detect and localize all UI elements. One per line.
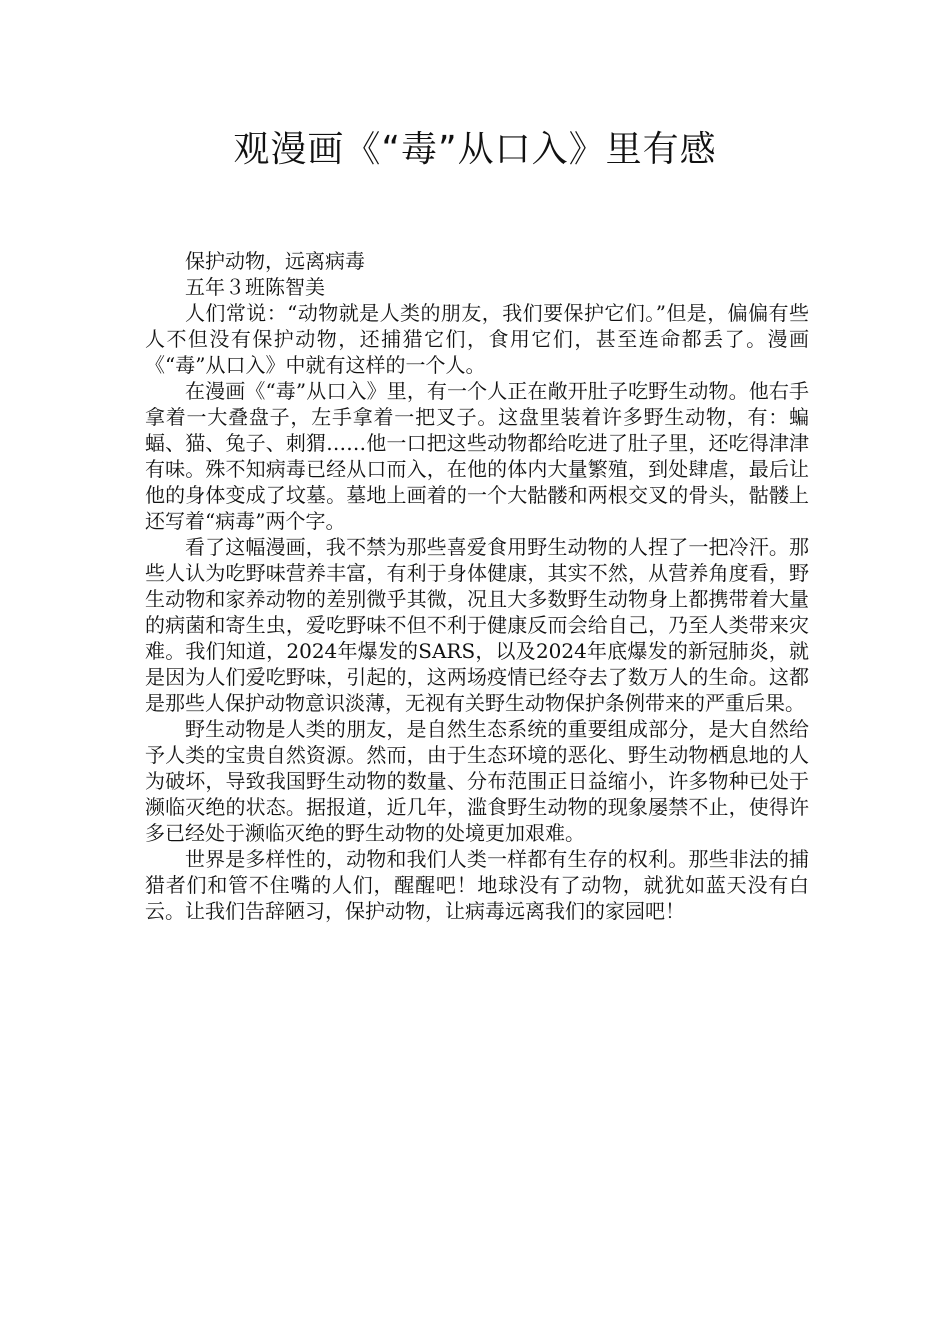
paragraph-1: 人们常说：“动物就是人类的朋友，我们要保护它们。”但是，偏偏有些人不但没有保护动物，还捕猎它们，食用它们，甚至连命都丢了。漫画《“毒”从口入》中就有这样的一个人。 [145,301,809,377]
essay-author: 五年３班陈智美 [185,275,325,299]
paragraph-3: 看了这幅漫画，我不禁为那些喜爱食用野生动物的人捏了一把冷汗。那些人认为吃野味营养丰富，有利于身体健康，其实不然，从营养角度看，野生动物和家养动物的差别微乎其微，况且大多数野生动物身上都携带着大量的病菌和寄生虫，爱吃野味不但不利于健康反而会给自己，乃至人类带来灾难。我们知道，2024年爆发的SARS，以及2024年底爆发的新冠肺炎，就是因为人们爱吃野味，引起的，这两场疫情已经夺去了数万人的生命。这都是那些人保护动物意识淡薄，无视有关野生动物保护条例带来的严重后果。 [145,535,809,715]
paragraph-2: 在漫画《“毒”从口入》里，有一个人正在敞开肚子吃野生动物。他右手拿着一大叠盘子，左手拿着一把叉子。这盘里装着许多野生动物，有：蝙蝠、猫、兔子、刺猬……他一口把这些动物都给吃进了肚子里，还吃得津津有味。殊不知病毒已经从口而入，在他的体内大量繁殖，到处肆虐，最后让他的身体变成了坟墓。墓地上画着的一个大骷髅和两根交叉的骨头，骷髅上还写着“病毒”两个字。 [145,379,809,533]
document-body [145,248,809,924]
paragraph-5: 世界是多样性的，动物和我们人类一样都有生存的权利。那些非法的捕猎者们和管不住嘴的人们，醒醒吧！地球没有了动物，就犹如蓝天没有白云。让我们告辞陋习，保护动物，让病毒远离我们的家园吧！ [145,847,809,923]
document-title: 观漫画《“毒”从口入》里有感 [233,129,717,170]
paragraph-4: 野生动物是人类的朋友，是自然生态系统的重要组成部分，是大自然给予人类的宝贵自然资源。然而，由于生态环境的恶化、野生动物栖息地的人为破坏，导致我国野生动物的数量、分布范围正日益缩小，许多物种已处于濒临灭绝的状态。据报道，近几年，滥食野生动物的现象屡禁不止，使得许多已经处于濒临灭绝的野生动物的处境更加艰难。 [145,717,809,845]
essay-subtitle: 保护动物，远离病毒 [185,249,365,273]
